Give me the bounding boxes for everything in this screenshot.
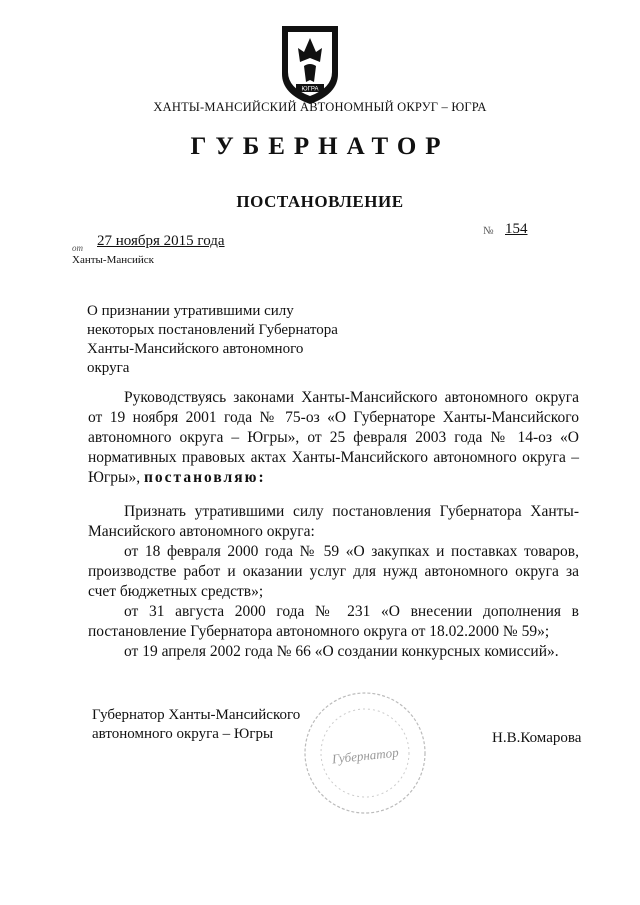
document-city: Ханты-Мансийск [72,254,155,266]
intro-text: Руководствуясь законами Ханты-Мансийского автономного округа от 19 ноября 2001 года № 75-оз «О Губернаторе Ханты-Мансийского автономного округа – Югры», от 25 февраля 2003 года № 14-оз «О нормативных правовых актах Ханты-Мансийского автономного округа – Югры», [88,389,579,486]
intro-paragraph [88,388,579,488]
ugra-coat-of-arms-icon [274,22,346,106]
stamp-text: Губернатор [331,744,400,767]
repealed-item-1: от 18 февраля 2000 года № 59 «О закупках и поставках товаров, производстве работ и оказании услуг для нужд автономного округа за счет бюджетных средств»; [88,543,579,600]
official-stamp [300,688,430,818]
document-body [88,388,579,662]
emblem-label: ЮГРА [301,86,319,93]
resolve-word: постановляю: [143,469,266,486]
region-name: ХАНТЫ-МАНСИЙСКИЙ АВТОНОМНЫЙ ОКРУГ – ЮГРА [153,100,487,114]
repealed-item-3: от 19 апреля 2002 года № 66 «О создании конкурсных комиссий». [124,643,559,660]
number-prefix: № [483,225,494,237]
authority-title: ГУБЕРНАТОР [190,133,450,160]
document-subject: О признании утратившими силу некоторых постановлений Губернатора Ханты-Мансийского автономного округа [87,303,338,376]
document-number: 154 [505,221,528,237]
document-date: 27 ноября 2015 года [97,233,225,249]
signatory-position: Губернатор Ханты-Мансийского автономного округа – Югры [92,707,301,742]
document-type: ПОСТАНОВЛЕНИЕ [236,192,404,211]
decision-paragraph: Признать утратившими силу постановления Губернатора Ханты-Мансийского автономного округа: [88,503,579,540]
date-prefix: от [72,243,83,253]
signatory-name: Н.В.Комарова [492,730,582,746]
repealed-item-2: от 31 августа 2000 года № 231 «О внесении дополнения в постановление Губернатора автономного округа от 18.02.2000 № 59»; [88,603,579,640]
